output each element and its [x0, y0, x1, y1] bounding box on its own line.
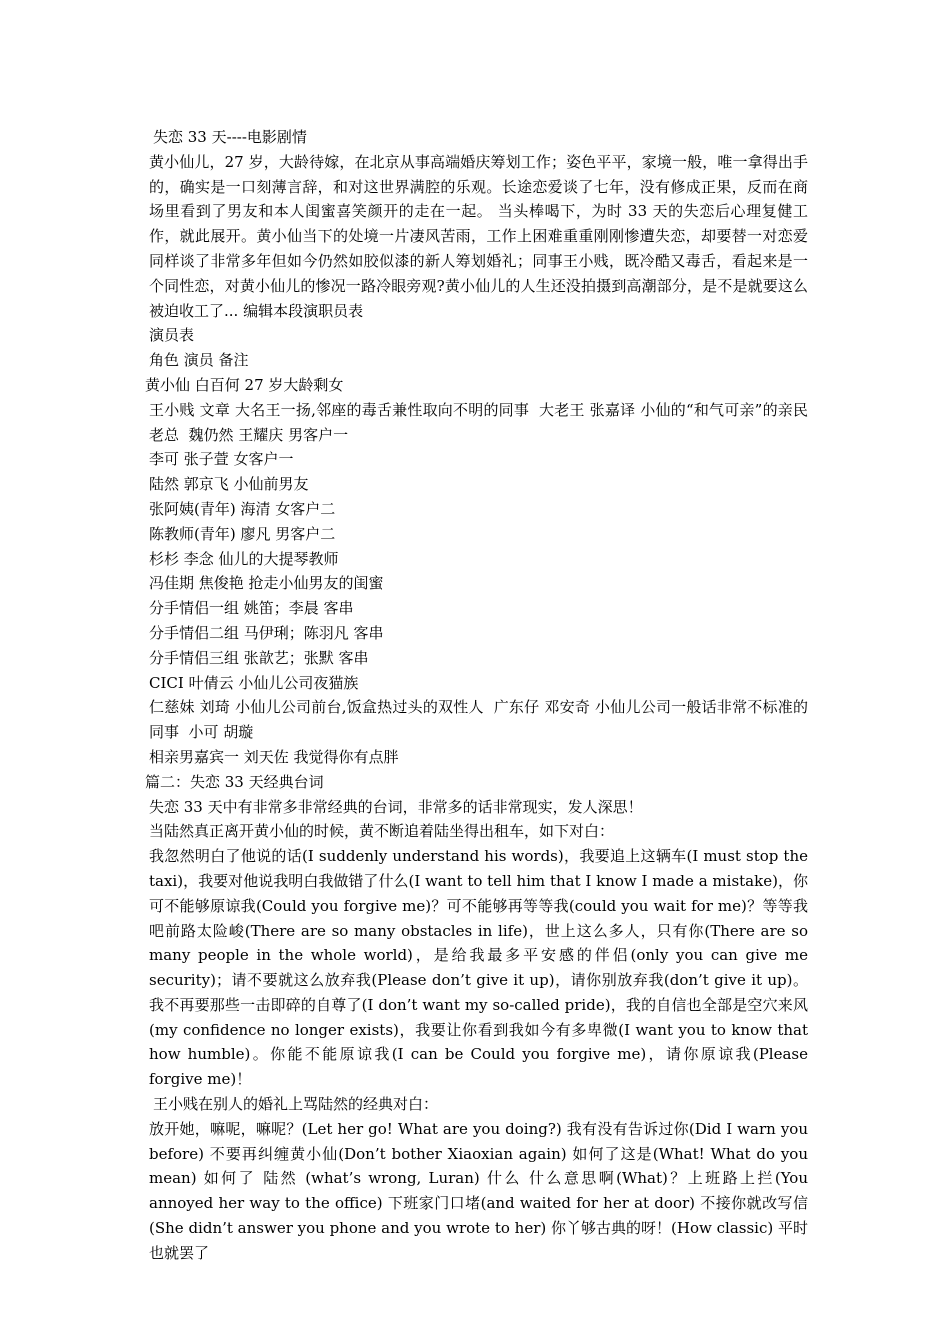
cast-entry: 张阿姨(青年) 海清 女客户二 [149, 499, 336, 518]
cast-entry: 陈教师(青年) 廖凡 男客户二 [149, 524, 336, 543]
synopsis-paragraph: 黄小仙儿，27 岁，大龄待嫁，在北京从事高端婚庆筹划工作；姿色平平，家境一般，唯一拿得出手的，确实是一口刻薄言辞，和对这世界满腔的乐观。长途恋爱谈了七年，没有修成正果，反而在商场里看到了男友和本人闺蜜喜笑颜开的走在一起。 当头棒喝下，为时 33 天的失恋后心理复健工作，就此展开。黄小仙当下的处境一片凄风苦雨，工作上困难重重刚刚惨遭失恋，却要替一对恋爱同样谈了非常多年但如今仍然如胶似漆的新人筹划婚礼；同事王小贱，既冷酷又毒舌，看起来是一个同性恋，对黄小仙儿的惨况一路冷眼旁观?黄小仙儿的人生还没拍摄到高潮部分，是不是就要这么被迫收工了... 编辑本段演职员表 [149, 152, 808, 320]
dialogue-paragraph: 我忽然明白了他说的话(I suddenly understand his words)，我要追上这辆车(I must stop the taxi)，我要对他说我明白我做错了什么(I want to tell him that I know I made a mistake)，你可不能够原谅我(Could you forgive me)？可不能够再等等我(could you wait for me)？等等我吧前路太险峻(There are so many obstacles in life)，世上这么多人，只有你(There are so many people in the whole world)，是给我最多平安感的伴侣(only you can give me security)；请不要就这么放弃我(Please don’t give it up)，请你别放弃我(don’t give it up)。我不再要那些一击即碎的自尊了(I don’t want my so-called pride)，我的自信也全部是空穴来风(my confidence no longer exists)，我要让你看到我如今有多卑微(I want you to know that how humble)。你能不能原谅我(I can be Could you forgive me)，请你原谅我(Please forgive me)！ [149, 847, 813, 1089]
cast-entry: 分手情侣一组 姚笛；李晨 客串 [149, 599, 354, 618]
document-title: 失恋 33 天----电影剧情 [153, 128, 307, 146]
cast-entry: 陆然 郭京飞 小仙前男友 [149, 475, 309, 494]
cast-entry: 王小贱 文章 大名王一扬,邻座的毒舌兼性取向不明的同事 大老王 张嘉译 小仙的“和气可亲”的亲民老总 魏仍然 王耀庆 男客户一 [149, 400, 808, 444]
cast-entry: 黄小仙 白百何 27 岁大龄剩女 [145, 375, 344, 394]
section-intro: 失恋 33 天中有非常多非常经典的台词，非常多的话非常现实，发人深思！ [149, 797, 643, 816]
section-context: 王小贱在别人的婚礼上骂陆然的经典对白： [153, 1095, 439, 1114]
section-context: 当陆然真正离开黄小仙的时候，黄不断追着陆坐得出租车，如下对白： [149, 822, 615, 841]
cast-entry: CICI 叶倩云 小仙儿公司夜猫族 [149, 673, 359, 692]
cast-columns: 角色 演员 备注 [149, 351, 249, 370]
cast-heading: 演员表 [149, 326, 195, 345]
cast-entry: 分手情侣二组 马伊琍；陈羽凡 客串 [149, 623, 384, 642]
section-title: 篇二：失恋 33 天经典台词 [145, 772, 324, 791]
cast-entry: 杉杉 李念 仙儿的大提琴教师 [149, 549, 339, 568]
cast-entry: 相亲男嘉宾一 刘天佐 我觉得你有点胖 [149, 747, 399, 766]
document-page [145, 125, 813, 1266]
dialogue-paragraph: 放开她，嘛呢，嘛呢？(Let her go! What are you doing?) 我有没有告诉过你(Did I warn you before) 不要再纠缠黄小仙(Don’t bother Xiaoxian again) 如何了这是(What! What do you mean) 如何了 陆然 (what’s wrong, Luran) 什么 什么意思啊(What)？上班路上拦(You annoyed her way to the office) 下班家门口堵(and waited for her at door) 不接你就改写信(She didn’t answer you phone and you wrote to her) 你丫够古典的呀！(How classic) 平时也就罢了 [149, 1119, 813, 1262]
cast-entry: 分手情侣三组 张歆艺；张默 客串 [149, 648, 369, 667]
cast-entry: 冯佳期 焦俊艳 抢走小仙男友的闺蜜 [149, 574, 384, 593]
cast-entry: 仁慈妹 刘琦 小仙儿公司前台,饭盒热过头的双性人 广东仔 邓安奇 小仙儿公司一般话非常不标准的同事 小可 胡璇 [149, 698, 808, 742]
cast-entry: 李可 张子萱 女客户一 [149, 450, 294, 469]
